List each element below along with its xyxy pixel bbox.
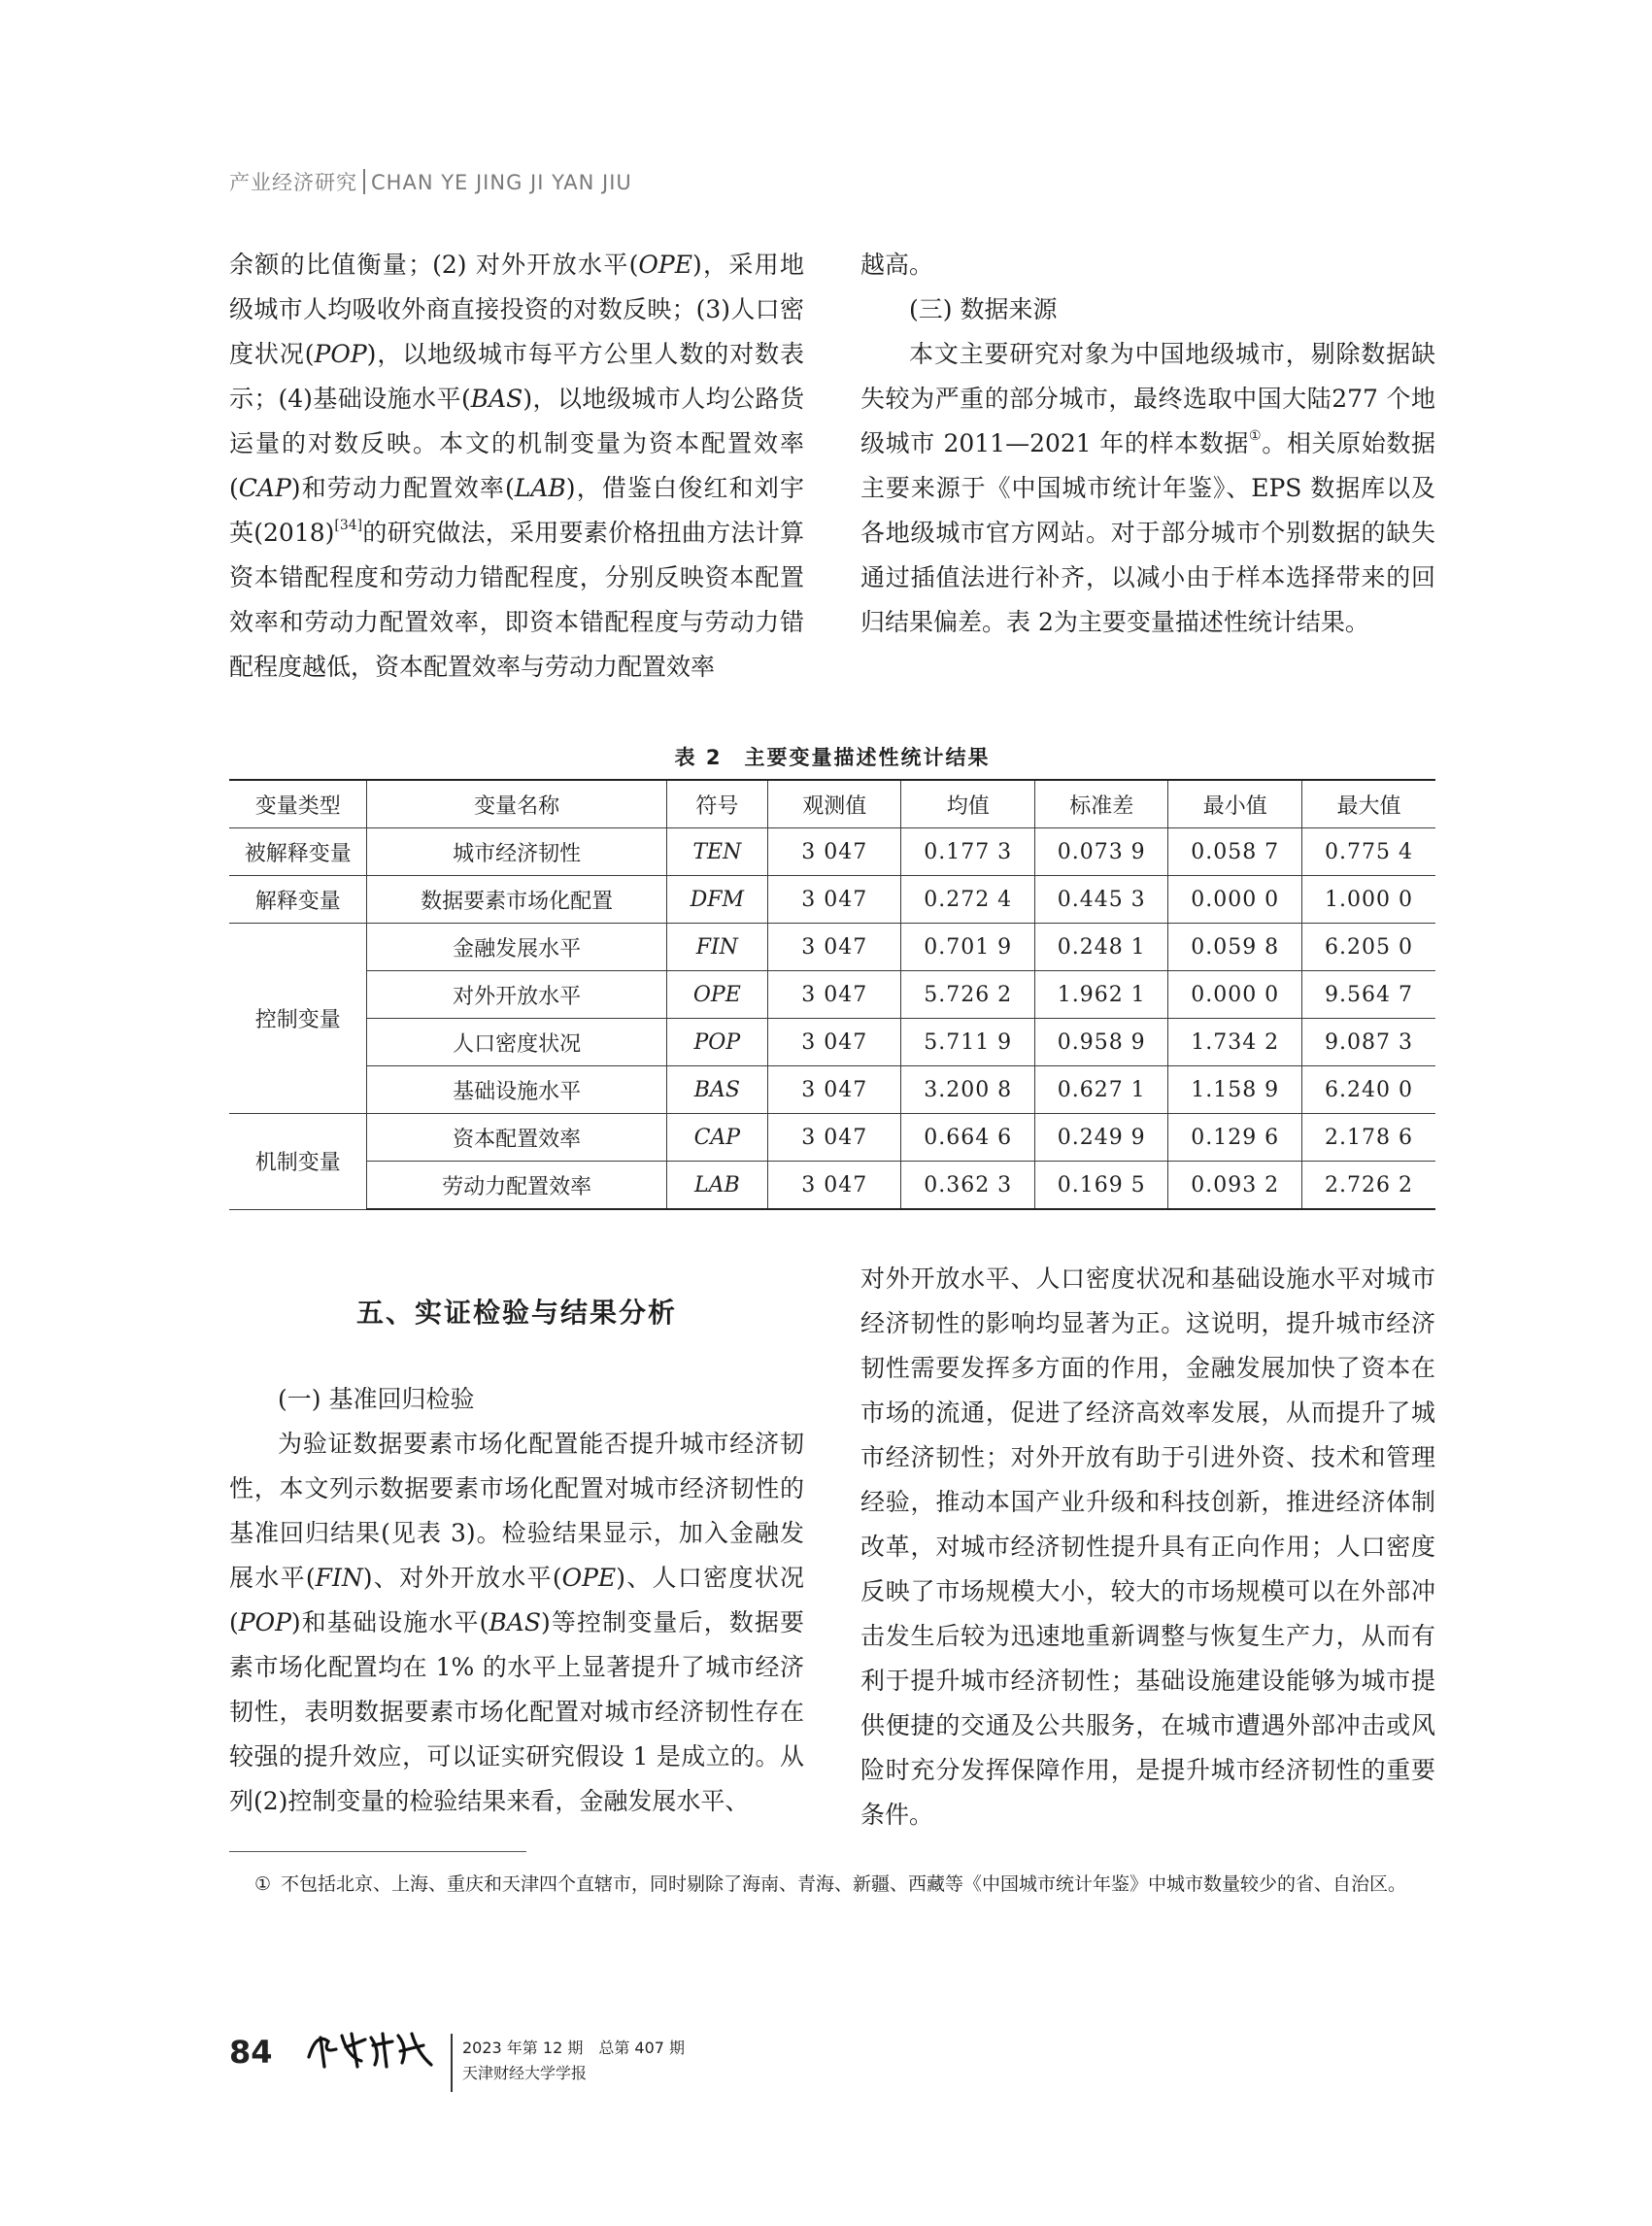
running-header [229, 167, 632, 196]
left-column-top [229, 243, 804, 690]
table-row [229, 1162, 1435, 1210]
subheading-baseline: (一) 基准回归检验 [278, 1385, 475, 1413]
value-cell: 0.958 9 [1034, 1019, 1168, 1066]
value-cell: 1.000 0 [1301, 876, 1435, 924]
issue-info: 2023 年第 12 期 总第 407 期 [462, 2039, 686, 2057]
footnote-mark: ① [254, 1873, 272, 1895]
value-cell: 3.200 8 [901, 1066, 1035, 1114]
header-en: CHAN YE JING JI YAN JIU [371, 171, 632, 194]
value-cell: 9.564 7 [1301, 971, 1435, 1019]
table-header-cell: 符号 [666, 780, 767, 828]
value-cell: 1.734 2 [1168, 1019, 1302, 1066]
right-column-top [860, 243, 1435, 645]
value-cell: 3 047 [767, 1019, 901, 1066]
variable-type-cell: 解释变量 [229, 876, 367, 924]
table-header-cell: 最大值 [1301, 780, 1435, 828]
table-row [229, 1114, 1435, 1162]
value-cell: 0.073 9 [1034, 828, 1168, 876]
value-cell: 0.059 8 [1168, 924, 1302, 971]
value-cell: 2.726 2 [1301, 1162, 1435, 1210]
table-row [229, 876, 1435, 924]
value-cell: 0.701 9 [901, 924, 1035, 971]
variable-name-cell: 金融发展水平 [367, 924, 666, 971]
subheading-data-source: (三) 数据来源 [909, 295, 1058, 323]
value-cell: 6.240 0 [1301, 1066, 1435, 1114]
value-cell: 0.249 9 [1034, 1114, 1168, 1162]
journal-logo [303, 2028, 439, 2071]
header-cn: 产业经济研究 [229, 171, 357, 194]
table-row [229, 924, 1435, 971]
value-cell: 0.177 3 [901, 828, 1035, 876]
variable-type-cell: 控制变量 [229, 924, 367, 1114]
journal-name: 天津财经大学学报 [462, 2064, 588, 2082]
table-caption: 表 2 主要变量描述性统计结果 [674, 746, 991, 769]
value-cell: 1.962 1 [1034, 971, 1168, 1019]
footnote-rule [229, 1851, 526, 1852]
value-cell: 5.726 2 [901, 971, 1035, 1019]
paragraph-control-variables: 余额的比值衡量；(2) 对外开放水平(OPE)，采用地级城市人均吸收外商直接投资的对数反映；(3)人口密度状况(POP)，以地级城市每平方公里人数的对数表示；(4)基础设施水平(BAS)，以地级城市人均公路货运量的对数反映。本文的机制变量为资本配置效率(CAP)和劳动力配置效率(LAB)，借鉴白俊红和刘宇英(2018)[34]的研究做法，采用要素价格扭曲方法计算资本错配程度和劳动力错配程度，分别反映资本配置效率和劳动力配置效率，即资本错配程度与劳动力错配程度越低，资本配置效率与劳动力配置效率 [229, 251, 804, 681]
footnote-text: 不包括北京、上海、重庆和天津四个直辖市，同时剔除了海南、青海、新疆、西藏等《中国城市统计年鉴》中城市数量较少的省、自治区。 [281, 1873, 1407, 1895]
value-cell: 0.627 1 [1034, 1066, 1168, 1114]
variable-name-cell: 资本配置效率 [367, 1114, 666, 1162]
symbol-cell: FIN [666, 924, 767, 971]
symbol-cell: TEN [666, 828, 767, 876]
symbol-cell: POP [666, 1019, 767, 1066]
symbol-cell: CAP [666, 1114, 767, 1162]
value-cell: 5.711 9 [901, 1019, 1035, 1066]
variable-name-cell: 数据要素市场化配置 [367, 876, 666, 924]
variable-name-cell: 城市经济韧性 [367, 828, 666, 876]
value-cell: 1.158 9 [1168, 1066, 1302, 1114]
value-cell: 2.178 6 [1301, 1114, 1435, 1162]
paragraph-baseline: 为验证数据要素市场化配置能否提升城市经济韧性，本文列示数据要素市场化配置对城市经济韧性的基准回归结果(见表 3)。检验结果显示，加入金融发展水平(FIN)、对外开放水平(OPE)、人口密度状况(POP)和基础设施水平(BAS)等控制变量后，数据要素市场化配置均在 1% 的水平上显著提升了城市经济韧性，表明数据要素市场化配置对城市经济韧性存在较强的提升效应，可以证实研究假设 1 是成立的。从列(2)控制变量的检验结果来看，金融发展水平、 [229, 1430, 804, 1815]
variable-name-cell: 人口密度状况 [367, 1019, 666, 1066]
paragraph-control-effects: 对外开放水平、人口密度状况和基础设施水平对城市经济韧性的影响均显著为正。这说明，提升城市经济韧性需要发挥多方面的作用，金融发展加快了资本在市场的流通，促进了经济高效率发展，从而提升了城市经济韧性；对外开放有助于引进外资、技术和管理经验，推动本国产业升级和科技创新，推进经济体制改革，对城市经济韧性提升具有正向作用；人口密度反映了市场规模大小，较大的市场规模可以在外部冲击发生后较为迅速地重新调整与恢复生产力，从而有利于提升城市经济韧性；基础设施建设能够为城市提供便捷的交通及公共服务，在城市遭遇外部冲击或风险时充分发挥保障作用，是提升城市经济韧性的重要条件。 [860, 1265, 1435, 1829]
page-number: 84 [229, 2034, 273, 2071]
value-cell: 0.664 6 [901, 1114, 1035, 1162]
value-cell: 0.129 6 [1168, 1114, 1302, 1162]
variable-name-cell: 基础设施水平 [367, 1066, 666, 1114]
value-cell: 0.169 5 [1034, 1162, 1168, 1210]
table-header-cell: 观测值 [767, 780, 901, 828]
footnote [229, 1869, 1435, 1901]
value-cell: 0.000 0 [1168, 971, 1302, 1019]
descriptive-stats-table [229, 779, 1435, 1210]
value-cell: 0.058 7 [1168, 828, 1302, 876]
left-column-bottom [229, 1377, 804, 1824]
variable-name-cell: 劳动力配置效率 [367, 1162, 666, 1210]
variable-type-cell: 被解释变量 [229, 828, 367, 876]
footer-divider [451, 2034, 453, 2092]
value-cell: 9.087 3 [1301, 1019, 1435, 1066]
value-cell: 3 047 [767, 828, 901, 876]
value-cell: 0.248 1 [1034, 924, 1168, 971]
value-cell: 0.272 4 [901, 876, 1035, 924]
variable-name-cell: 对外开放水平 [367, 971, 666, 1019]
value-cell: 0.000 0 [1168, 876, 1302, 924]
paragraph-data-source: 本文主要研究对象为中国地级城市，剔除数据缺失较为严重的部分城市，最终选取中国大陆277 个地级城市 2011—2021 年的样本数据①。相关原始数据主要来源于《中国城市统计年鉴》、EPS 数据库以及各地级城市官方网站。对于部分城市个别数据的缺失通过插值法进行补齐，以减小由于样本选择带来的回归结果偏差。表 2为主要变量描述性统计结果。 [860, 340, 1435, 636]
table-body [229, 828, 1435, 1210]
table-header-cell: 标准差 [1034, 780, 1168, 828]
value-cell: 6.205 0 [1301, 924, 1435, 971]
value-cell: 3 047 [767, 1162, 901, 1210]
value-cell: 3 047 [767, 924, 901, 971]
table-header-cell: 变量名称 [367, 780, 666, 828]
table-row [229, 1019, 1435, 1066]
table-row [229, 828, 1435, 876]
symbol-cell: BAS [666, 1066, 767, 1114]
table-header-row [229, 780, 1435, 828]
table-row [229, 1066, 1435, 1114]
table-header-cell: 最小值 [1168, 780, 1302, 828]
table-row [229, 971, 1435, 1019]
table-header-cell: 均值 [901, 780, 1035, 828]
section-title: 五、实证检验与结果分析 [355, 1297, 677, 1329]
value-cell: 0.362 3 [901, 1162, 1035, 1210]
header-divider [363, 169, 365, 194]
value-cell: 3 047 [767, 1066, 901, 1114]
value-cell: 0.093 2 [1168, 1162, 1302, 1210]
value-cell: 0.775 4 [1301, 828, 1435, 876]
value-cell: 3 047 [767, 1114, 901, 1162]
symbol-cell: DFM [666, 876, 767, 924]
symbol-cell: LAB [666, 1162, 767, 1210]
paragraph-continuation: 越高。 [860, 251, 934, 279]
variable-type-cell: 机制变量 [229, 1114, 367, 1210]
table-header-cell: 变量类型 [229, 780, 367, 828]
value-cell: 0.445 3 [1034, 876, 1168, 924]
right-column-bottom [860, 1257, 1435, 1838]
value-cell: 3 047 [767, 971, 901, 1019]
value-cell: 3 047 [767, 876, 901, 924]
symbol-cell: OPE [666, 971, 767, 1019]
